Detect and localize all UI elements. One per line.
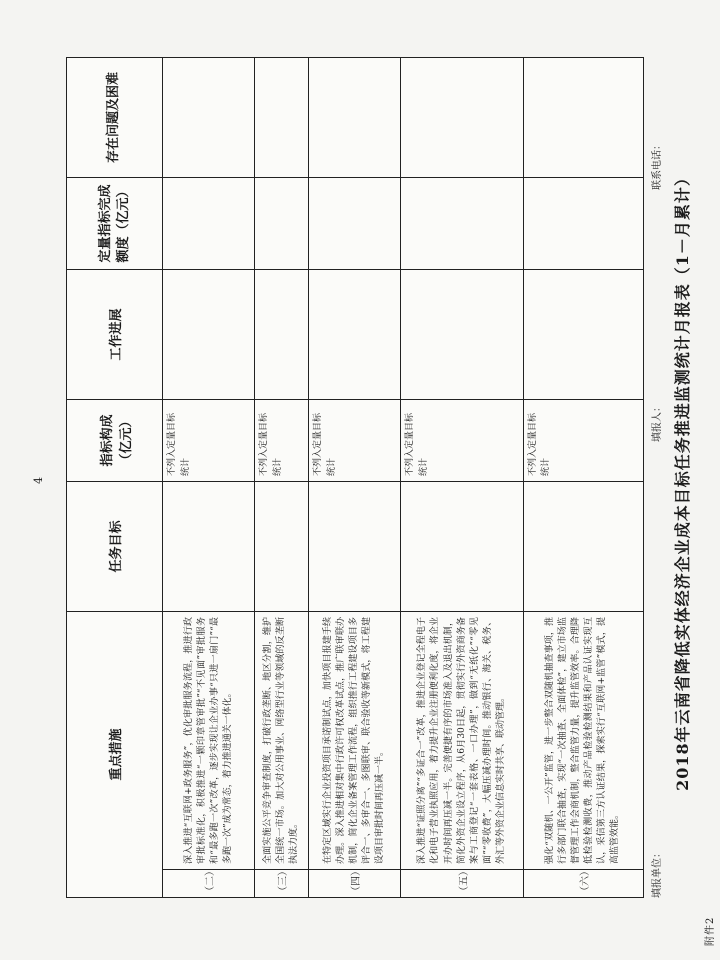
- row-work-progress: [255, 269, 309, 399]
- row-measure: 深入推进“证照分离”“多证合一”改革，推进企业登记全程电子化和电子营业执照应用，着力提升企业注册便利化度，将企业开办时间再压减一半。完善便捷有序的市场准入及退出机制，简化外资企业设立程序，从6月30日起，贯彻实行外资商务备案与工商登记“一套表格、一口办理”，做到“无纸化”“零见面”“零收费”，大幅压减办理时间。推动银行、海关、税务、外汇等外资企业信息实时共享、联动管理。: [401, 611, 523, 869]
- header-indicator-composition: 指标构成（亿元）: [67, 399, 163, 481]
- row-indicator-composition: 不列入定量目标统计: [401, 399, 523, 481]
- table-row: [523, 57, 643, 897]
- row-measure: 全面实施公平竞争审查制度，打破行政垄断、地区分割，维护全国统一市场。加大对公用事业、网络型行业等领域的反垄断执法力度。: [255, 611, 309, 869]
- row-work-progress: [309, 269, 401, 399]
- row-indicator-composition: 不列入定量目标统计: [255, 399, 309, 481]
- table-row: [309, 57, 401, 897]
- row-quantitative-completion: [401, 177, 523, 269]
- row-number: （六）: [523, 870, 643, 898]
- attachment-label: 附件2: [705, 916, 716, 946]
- header-key-measures: 重点措施: [67, 611, 163, 897]
- row-work-progress: [523, 269, 643, 399]
- row-number: （五）: [401, 870, 523, 898]
- row-task-target: [309, 481, 401, 611]
- row-quantitative-completion: [163, 177, 255, 269]
- report-table: [66, 57, 644, 898]
- row-quantitative-completion: [523, 177, 643, 269]
- header-work-progress: 工作进展: [67, 269, 163, 399]
- header-quantitative-completion: 定量指标完成额度（亿元）: [67, 177, 163, 269]
- row-indicator-composition: 不列入定量目标统计: [523, 399, 643, 481]
- row-problems: [523, 57, 643, 177]
- row-quantitative-completion: [255, 177, 309, 269]
- row-number: （二）: [163, 870, 255, 898]
- row-number: （四）: [309, 870, 401, 898]
- contact-phone-label: 联系电话：: [652, 140, 663, 190]
- row-problems: [163, 57, 255, 177]
- row-problems: [309, 57, 401, 177]
- row-indicator-composition: 不列入定量目标统计: [309, 399, 401, 481]
- row-measure: 在特定区域实行企业投资项目承诺制试点，加快项目报建手续办理。深入推进相对集中行政许可权改革试点，推广联审联办机制，简化企业备案管理工作流程，组织推行工程建设项目多评合一、多审合一、多图联审、联合验收等新模式，将工程建设项目审批时间再压减一半。: [309, 611, 401, 869]
- table-row: [163, 57, 255, 897]
- header-task-target: 任务目标: [67, 481, 163, 611]
- table-row: [255, 57, 309, 897]
- header-problems: 存在问题及困难: [67, 57, 163, 177]
- row-task-target: [163, 481, 255, 611]
- row-problems: [255, 57, 309, 177]
- row-measure: 深入推进“互联网+政务服务”，优化审批服务流程，推进行政审批标准化，积极推进“一颗印章管审批”“不见面”审批服务和“最多跑一次”改革，逐步实现让企业办事“只进一扇门”“最多跑一次”成为常态，着力推进通关一体化。: [163, 611, 255, 869]
- table-row: [401, 57, 523, 897]
- table-header-row: [67, 57, 163, 897]
- row-task-target: [255, 481, 309, 611]
- row-work-progress: [401, 269, 523, 399]
- row-problems: [401, 57, 523, 177]
- row-quantitative-completion: [309, 177, 401, 269]
- reporting-unit-label: 填报单位：: [652, 848, 663, 898]
- row-work-progress: [163, 269, 255, 399]
- row-task-target: [401, 481, 523, 611]
- page-number: 4: [32, 477, 45, 484]
- filler-label: 填报人：: [652, 402, 663, 442]
- document-title: 2018年云南省降低实体经济企业成本目标任务推进监测统计月报表（1－月累计）: [673, 169, 692, 791]
- row-indicator-composition: 不列入定量目标统计: [163, 399, 255, 481]
- row-number: （三）: [255, 870, 309, 898]
- row-task-target: [523, 481, 643, 611]
- row-measure: 强化“双随机、一公开”监管，进一步整合双随机抽查事项，推行多部门联合抽查，实现“一次抽查、全面体检”，建立市场监督管理工作会商机制，整合监管力量，提升监管效率。合理降低检验检测收费，推动产品检验检测结果和产品认证实现互认，采信第三方认证结果，探索实行“互联网+监管”模式，提高监管效能。: [523, 611, 643, 869]
